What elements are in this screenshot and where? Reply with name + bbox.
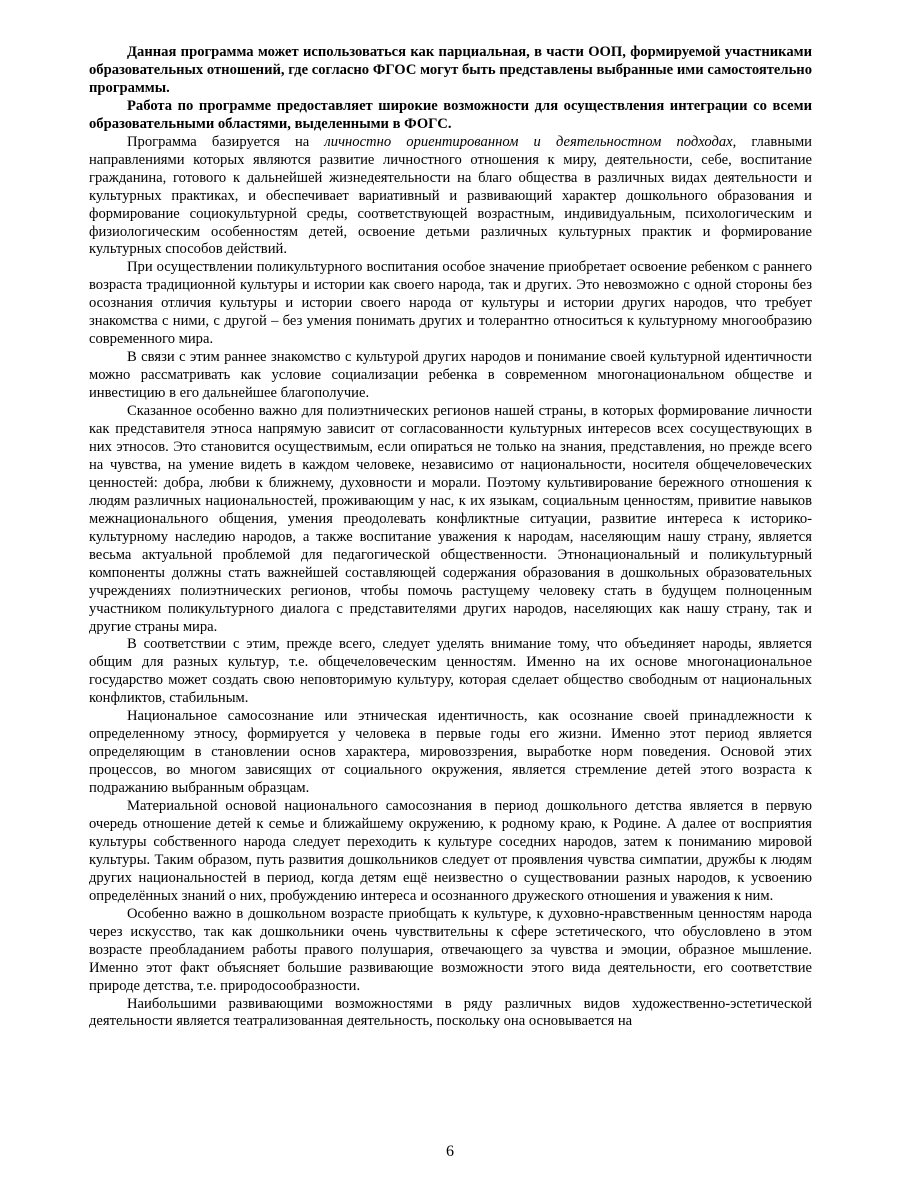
page-number: 6 xyxy=(446,1143,454,1160)
paragraph-2: Работа по программе предоставляет широкие возможности для осуществления интеграции со всеми образовательными областями, выделенными в ФОГС. xyxy=(89,97,812,132)
paragraph-9: Материальной основой национального самосознания в период дошкольного детства является в первую очередь отношение детей к семье и ближайшему окружению, к родному краю, к Родине. А далее от восприятия культуры собственного народа следует переходить к культуре соседних народов, затем к пониманию мировой культуры. Таким образом, путь развития дошкольников следует от проявления чувства симпатии, дружбы к людям других национальностей в период, когда детям ещё неизвестно о существовании разных народов, к усвоению определённых знаний о них, пробуждению интереса и осознанного дружеского отношения и уважения к ним. xyxy=(89,798,812,904)
paragraph-1: Данная программа может использоваться как парциальная, в части ООП, формируемой участниками образовательных отношений, где согласно ФГОС могут быть представлены выбранные ими самостоятельно программы. xyxy=(89,44,812,96)
paragraph-8: Национальное самосознание или этническая идентичность, как осознание своей принадлежности к определенному этносу, формируется у человека в первые годы его жизни. Именно этот период является определяющим в становлении основ характера, мировоззрения, выработке норм поведения. Основой этих процессов, во многом зависящих от социального окружения, является стремление детей этого возраста к подражанию выбранным образцам. xyxy=(89,708,812,797)
paragraph-11: Наибольшими развивающими возможностями в ряду различных видов художественно-эстетической деятельности является театрализованная деятельность, поскольку она основывается на xyxy=(89,995,812,1030)
paragraph-10: Особенно важно в дошкольном возрасте приобщать к культуре, к духовно-нравственным ценностям народа через искусство, так как дошкольники очень чувствительны к сфере эстетического, что обусловлено в этом возрасте преобладанием работы правого полушария, отвечающего за чувства и эмоции, образное мышление. Именно этот факт объясняет большие развивающие возможности этого вида деятельности, его соответствие природе детства, т.е. природосообразности. xyxy=(89,905,812,994)
paragraph-3-italic: личностно ориентированном и деятельностном подходах xyxy=(324,133,733,150)
document-body xyxy=(89,44,812,1031)
paragraph-7: В соответствии с этим, прежде всего, следует уделять внимание тому, что объединяет народы, является общим для разных культур, т.е. общечеловеческим ценностям. Именно на их основе многонациональное государство может создать свою неповторимую культуру, которая сделает общество свободным от национальных конфликтов, стабильным. xyxy=(89,636,812,707)
paragraph-3-rest: , главными направлениями которых являются развитие личностного отношения к миру, деятельности, себе, воспитание гражданина, готового к дальнейшей жизнедеятельности на благо общества в различных видах деятельности и культурных практиках, и обеспечивает вариативный и развивающий характер дошкольного образования и формирование социокультурной среды, соответствующей возрастным, индивидуальным, психологическим и физиологическим особенностям детей, освоение детьми различных культурных практик и формирование культурных способов действий. xyxy=(89,133,812,258)
paragraph-4: При осуществлении поликультурного воспитания особое значение приобретает освоение ребенком с раннего возраста традиционной культуры и истории как своего народа, так и других. Это невозможно с одной стороны без осознания отличия культуры и истории своего народа от культуры и истории других народов, что требует знакомства с ними, с другой – без умения понимать других и толерантно относиться к культурному многообразию современного мира. xyxy=(89,259,812,348)
paragraph-6: Сказанное особенно важно для полиэтнических регионов нашей страны, в которых формирование личности как представителя этноса напрямую зависит от согласованности культурных интересов всех сосуществующих в них этносов. Это становится осуществимым, если опираться не только на знания, представления, но прежде всего на чувства, на умение видеть в каждом человеке, независимо от национальности, носителя общечеловеческих ценностей: добра, любви к ближнему, духовности и морали. Поэтому культивирование бережного отношения к людям различных национальностей, проживающим у нас, к их языкам, социальным ценностям, привитие навыков межнационального общения, умения преодолевать конфликтные ситуации, развитие интереса к историко-культурному наследию народов, а также воспитание уважения к народам, населяющим нашу страну, является весьма актуальной проблемой для педагогической общественности. Этнонациональный и поликультурный компоненты должны стать важнейшей составляющей содержания образования в дошкольных образовательных учреждениях полиэтнических регионов, чтобы помочь растущему человеку стать в будущем полноценным участником поликультурного диалога с представителями других народов, населяющих как нашу страну, так и другие страны мира. xyxy=(89,403,812,635)
paragraph-5: В связи с этим раннее знакомство с культурой других народов и понимание своей культурной идентичности можно рассматривать как условие социализации ребенка в современном многонациональном обществе и инвестицию в его дальнейшее благополучие. xyxy=(89,349,812,402)
paragraph-3 xyxy=(89,134,812,260)
paragraph-3-lead: Программа базируется на xyxy=(127,133,325,150)
